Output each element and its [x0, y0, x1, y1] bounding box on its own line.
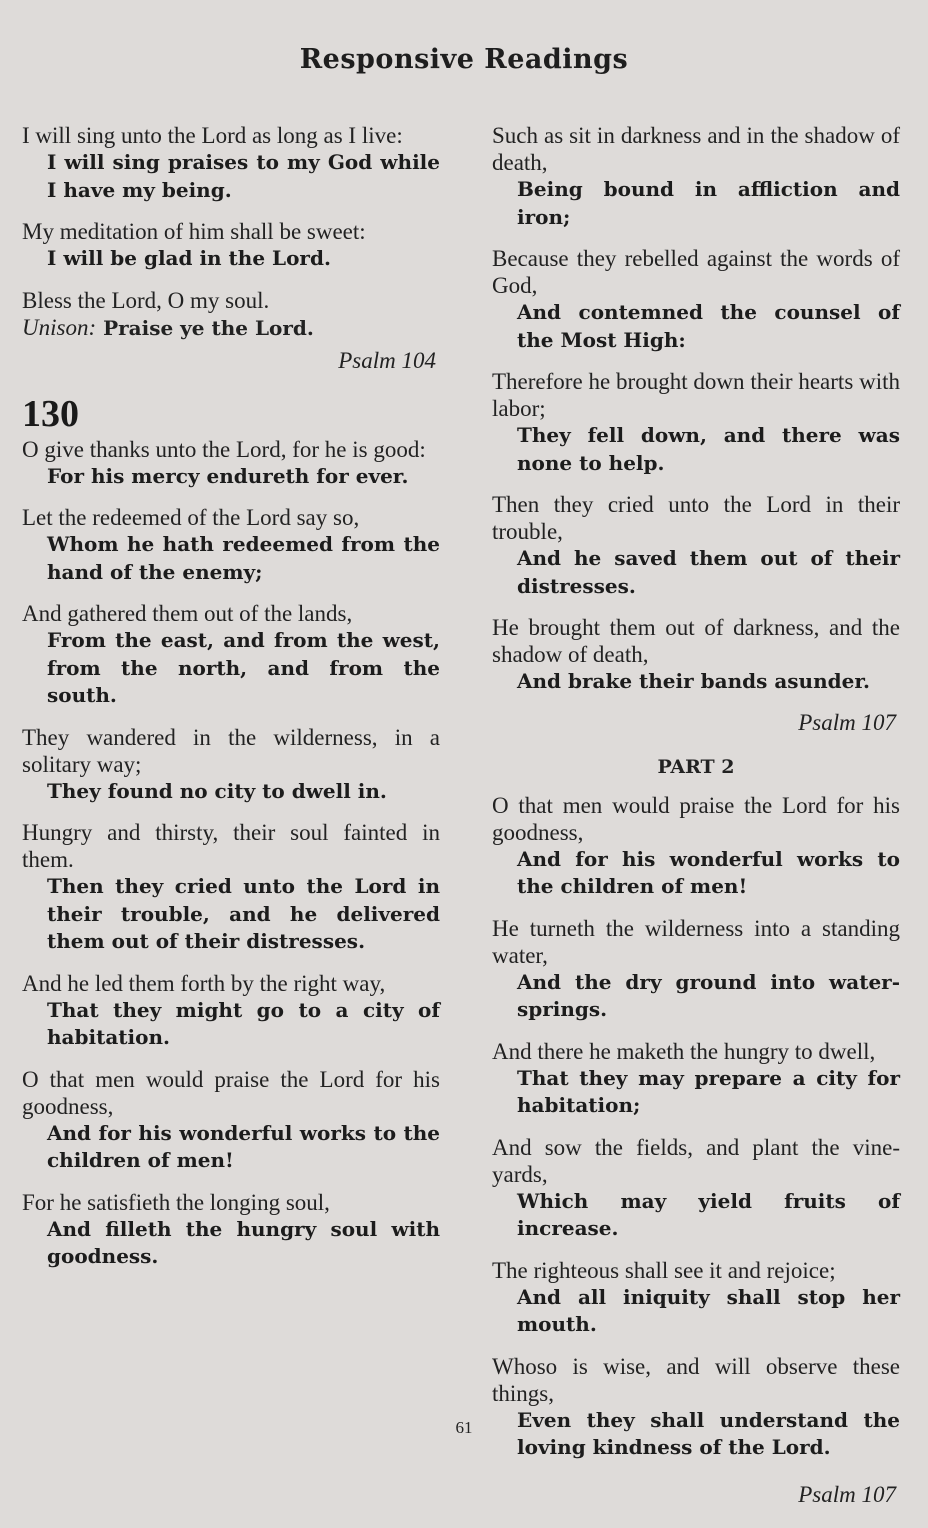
response-line: That they might go to a city of habitation.	[47, 997, 440, 1049]
leader-line: Bless the Lord, O my soul.	[22, 287, 270, 313]
verse	[492, 1353, 900, 1462]
leader-line: Then they cried unto the Lord in their trouble,	[492, 492, 900, 544]
unison-line	[22, 314, 440, 342]
verse	[22, 970, 440, 1052]
leader-line: My meditation of him shall be sweet:	[22, 219, 366, 244]
response-line: And he saved them out of their distresses.	[517, 546, 900, 598]
leader-line: O give thanks unto the Lord, for he is good:	[22, 436, 426, 462]
verse	[22, 504, 440, 586]
citation: Psalm 104	[338, 347, 436, 373]
verse	[492, 491, 900, 600]
leader-line: He turneth the wilderness into a standing water,	[492, 915, 900, 968]
response-line: That they may prepare a city for habitation;	[517, 1065, 900, 1117]
leader-line: He brought them out of darkness, and the shadow of death,	[492, 615, 900, 667]
verse	[492, 122, 900, 231]
verse	[22, 600, 440, 710]
response-line: And filleth the hungry soul with goodness.	[47, 1216, 440, 1268]
leader-line: Let the redeemed of the Lord say so,	[22, 505, 360, 530]
verse	[22, 1066, 440, 1175]
response-line: I will sing praises to my God while I have my being.	[47, 150, 440, 202]
reading-number: 130	[22, 392, 79, 435]
leader-line: Therefore he brought down their hearts with labor;	[492, 369, 900, 421]
verse	[492, 1134, 900, 1243]
response-line: Then they cried unto the Lord in their trouble, and he delivered them out of their distresses.	[47, 874, 440, 953]
part-heading: PART 2	[657, 755, 735, 778]
response-line: They fell down, and there was none to help.	[517, 423, 900, 475]
leader-line: For he satisfieth the longing soul,	[22, 1189, 330, 1215]
page-number: 61	[455, 1418, 473, 1437]
response-line: Whom he hath redeemed from the hand of the enemy;	[47, 532, 440, 584]
verse	[492, 915, 900, 1024]
citation: Psalm 107	[798, 1481, 896, 1507]
verse	[22, 724, 440, 806]
verse	[492, 792, 900, 901]
response-line: And for his wonderful works to the children of men!	[517, 846, 900, 898]
verse	[22, 1189, 440, 1271]
unison-text: Praise ye the Lord.	[96, 315, 314, 340]
verse	[492, 245, 900, 354]
response-line: They found no city to dwell in.	[47, 778, 387, 803]
unison-label: Unison:	[22, 314, 97, 340]
leader-line: O that men would praise the Lord for his goodness,	[492, 792, 900, 845]
leader-line: Such as sit in darkness and in the shadow of death,	[492, 123, 900, 175]
verse	[22, 218, 440, 273]
leader-line: Because they rebelled against the words of God,	[492, 246, 900, 298]
leader-line: I will sing unto the Lord as long as I live:	[22, 123, 403, 148]
left-column	[22, 122, 440, 1285]
response-line: From the east, and from the west, from the north, and from the south.	[47, 628, 440, 707]
leader-line: Hungry and thirsty, their soul fainted in them.	[22, 820, 440, 872]
response-line: I will be glad in the Lord.	[47, 246, 331, 270]
leader-line: Whoso is wise, and will observe these things,	[492, 1353, 900, 1406]
leader-line: And sow the fields, and plant the vine-yards,	[492, 1134, 900, 1187]
response-line: And for his wonderful works to the children of men!	[47, 1120, 440, 1172]
verse	[22, 287, 440, 342]
leader-line: And he led them forth by the right way,	[22, 970, 386, 996]
citation: Psalm 107	[798, 709, 896, 735]
response-line: Which may yield fruits of increase.	[517, 1188, 900, 1240]
page-title: Responsive Readings	[299, 44, 629, 75]
leader-line: And there he maketh the hungry to dwell,	[492, 1038, 876, 1064]
response-line: And all iniquity shall stop her mouth.	[517, 1284, 900, 1336]
leader-line: The righteous shall see it and rejoice;	[492, 1257, 836, 1283]
response-line: Being bound in affliction and iron;	[517, 177, 900, 229]
verse	[492, 614, 900, 696]
response-line: For his mercy endureth for ever.	[47, 463, 409, 488]
response-line: And the dry ground into water-springs.	[517, 969, 900, 1021]
response-line: And contemned the counsel of the Most High:	[517, 300, 900, 352]
verse	[22, 122, 440, 204]
response-line: Even they shall understand the loving kindness of the Lord.	[517, 1407, 900, 1459]
verse	[492, 368, 900, 477]
verse	[22, 819, 440, 956]
verse	[22, 436, 440, 491]
response-line: And brake their bands asunder.	[517, 669, 870, 693]
leader-line: They wandered in the wilderness, in a solitary way;	[22, 724, 440, 777]
verse	[492, 1257, 900, 1339]
leader-line: O that men would praise the Lord for his goodness,	[22, 1066, 440, 1119]
verse	[492, 1038, 900, 1120]
right-column	[492, 122, 900, 1528]
leader-line: And gathered them out of the lands,	[22, 601, 353, 626]
